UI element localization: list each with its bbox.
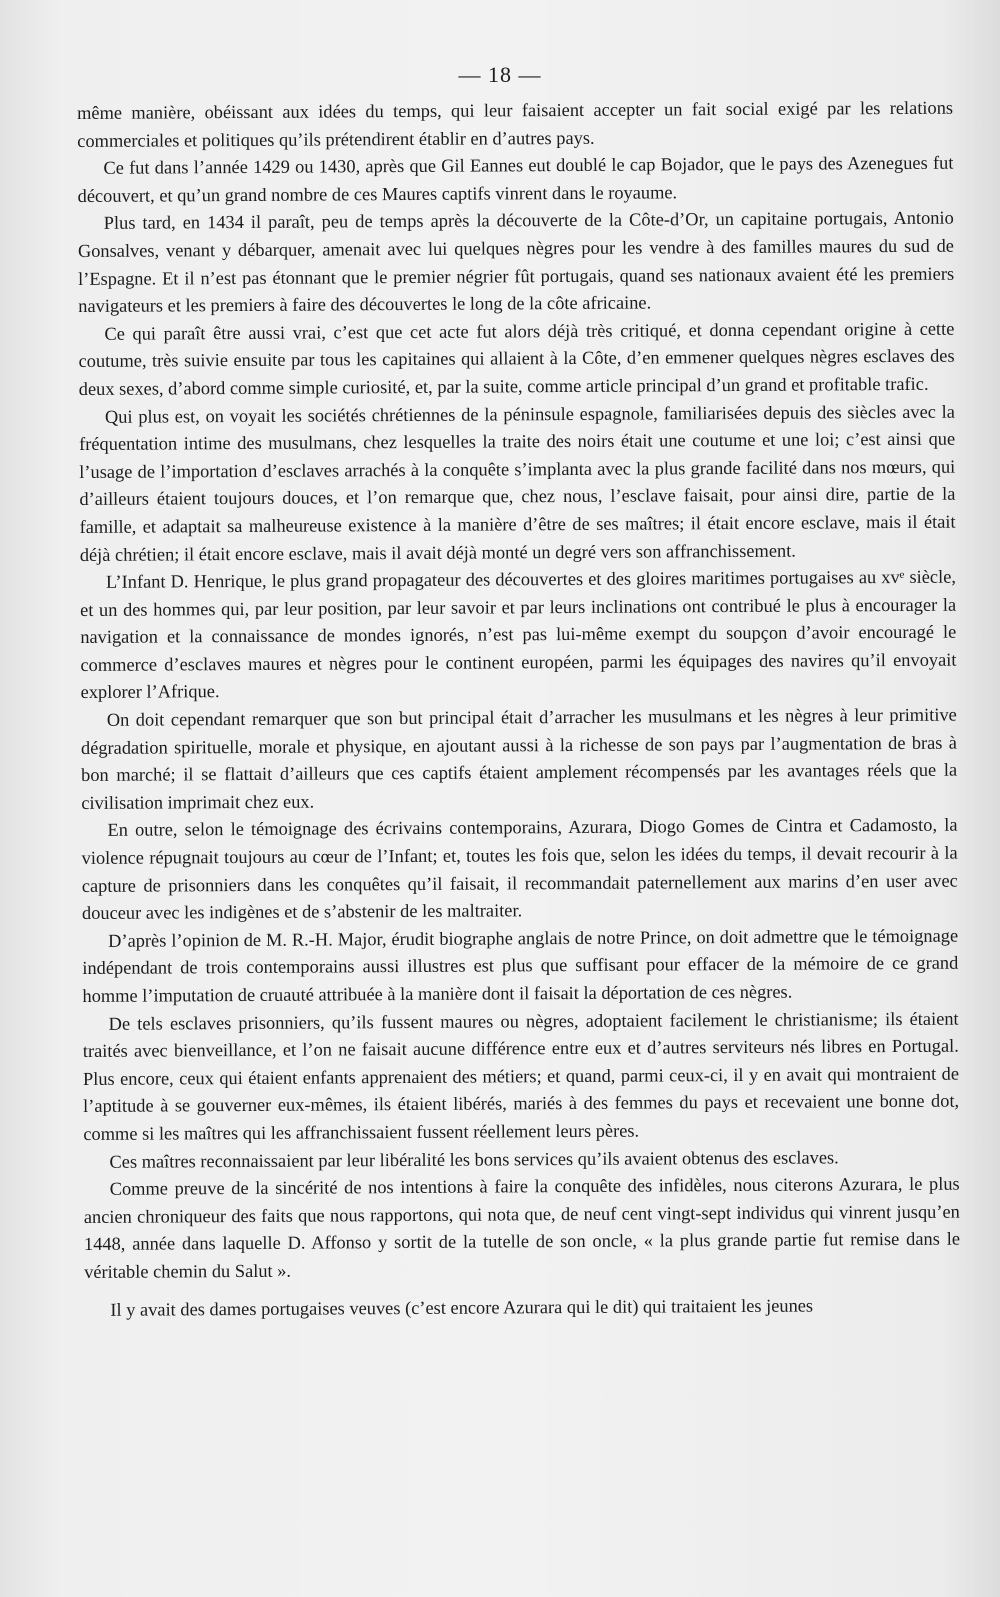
paragraph: Il y avait des dames portugaises veuves (c’est encore Azurara qui le dit) qui traitaient les jeunes [110, 1295, 814, 1320]
paragraph: En outre, selon le témoignage des écrivains contemporains, Azurara, Diogo Gomes de Cintra et Cadamosto, la violence répugnait toujours au cœur de l’Infant; et, toutes les fois que, selon les idées du temps, il devait recourir à la capture de prisonniers dans les conquêtes qu’il faisait, il recommandait paternellement aux marins d’en user avec douceur avec les indigènes et de s’abstenir de les maltraiter. [81, 815, 958, 924]
paragraph: On doit cependant remarquer que son but principal était d’arracher les musulmans et les nègres à leur primitive dégradation spirituelle, morale et physique, en ajoutant aussi à la richesse de son pays par l’augmentation de bras à bon marché; il se flattait d’ailleurs que ces captifs étaient amplement récompensés par les avantages réels que la civilisation imprimait chez eux. [80, 704, 958, 813]
paragraph: Ces maîtres reconnaissaient par leur libéralité les bons services qu’ils avaient obtenus des esclaves. [109, 1146, 839, 1172]
paragraph: De tels esclaves prisonniers, qu’ils fussent maures ou nègres, adoptaient facilement le christianisme; ils étaient traités avec bienveillance, et l’on ne faisait aucune différence entre eux et d’autres serviteurs nés libres en Portugal. Plus encore, ceux qui étaient enfants apprenaient des métiers; et quand, parmi ceux-ci, il y en avait qui montraient de l’aptitude à se gouverner eux-mêmes, ils étaient libérés, mariés à des femmes du pays et recevaient une bonne dot, comme si les maîtres qui les affranchissaient fussent réellement leurs pères. [82, 1008, 960, 1144]
paragraph: L’Infant D. Henrique, le plus grand propagateur des découvertes et des gloires maritimes portugaises au xvᵉ siècle, et un des hommes qui, par leur position, par leur savoir et par leurs inclinations ont contribué le plus à encourager la navigation et la connaissance de mondes ignorés, n’est pas lui-même exempt du soupçon d’avoir encouragé le commerce d’esclaves maures et nègres pour le continent européen, parmi les équipages des navires qu’il envoyait explorer l’Afrique. [80, 566, 957, 703]
body-text [77, 95, 960, 1324]
page-number: — 18 — [458, 62, 542, 87]
paragraph: Ce fut dans l’année 1429 ou 1430, après que Gil Eannes eut doublé le cap Bojador, que le pays des Azenegues fut découvert, et qu’un grand nombre de ces Maures captifs vinrent dans le royaume. [77, 152, 954, 206]
paragraph: Comme preuve de la sincérité de nos intentions à faire la conquête des infidèles, nous citerons Azurara, le plus ancien chroniqueur des faits que nous rapportons, qui nota que, de neuf cent vingt-sept individus qui vinrent jusqu’en 1448, année dans laquelle D. Affonso y sortit de la tutelle de son oncle, « la plus grande partie fut remise dans le véritable chemin du Salut ». [83, 1173, 961, 1282]
paragraph: même manière, obéissant aux idées du temps, qui leur faisaient accepter un fait social exigé par les relations commerciales et politiques qu’ils prétendirent établir en d’autres pays. [77, 97, 954, 151]
paragraph: Plus tard, en 1434 il paraît, peu de temps après la découverte de la Côte-d’Or, un capitaine portugais, Antonio Gonsalves, venant y débarquer, amenait avec lui quelques nègres pour les vendre à des familles maures du sud de l’Espagne. Et il n’est pas étonnant que le premier négrier fût portugais, quand ses nationaux avaient été les premiers navigateurs et les premiers à faire des découvertes le long de la côte africaine. [77, 208, 955, 317]
paragraph: D’après l’opinion de M. R.-H. Major, érudit biographe anglais de notre Prince, on doit admettre que le témoignage indépendant de trois contemporains aussi illustres est plus que suffisant pour effacer de la mémoire de ce grand homme l’imputation de cruauté attribuée à la manière dont il faisait la déportation de ces nègres. [82, 925, 959, 1006]
paragraph: Ce qui paraît être aussi vrai, c’est que cet acte fut alors déjà très critiqué, et donna cependant origine à cette coutume, très suivie ensuite par tous les capitaines qui allaient à la Côte, d’en emmener quelques nègres esclaves des deux sexes, d’abord comme simple curiosité, et, par la suite, comme article principal d’un grand et profitable trafic. [78, 318, 955, 399]
paragraph: Qui plus est, on voyait les sociétés chrétiennes de la péninsule espagnole, familiarisées depuis des siècles avec la fréquentation intime des musulmans, chez lesquelles la traite des noirs était une coutume et une loi; c’est ainsi que l’usage de l’importation d’esclaves arrachés à la conquête s’implanta avec la plus grande facilité dans nos mœurs, qui d’ailleurs étaient toujours douces, et l’on remarque que, chez nous, l’esclave faisait, pour ainsi dire, partie de la famille, et adaptait sa malheureuse existence à la manière d’être de ses maîtres; il était encore esclave, mais il était déjà chrétien; il était encore esclave, mais il avait déjà monté un degré vers son affranchissement. [79, 401, 956, 565]
